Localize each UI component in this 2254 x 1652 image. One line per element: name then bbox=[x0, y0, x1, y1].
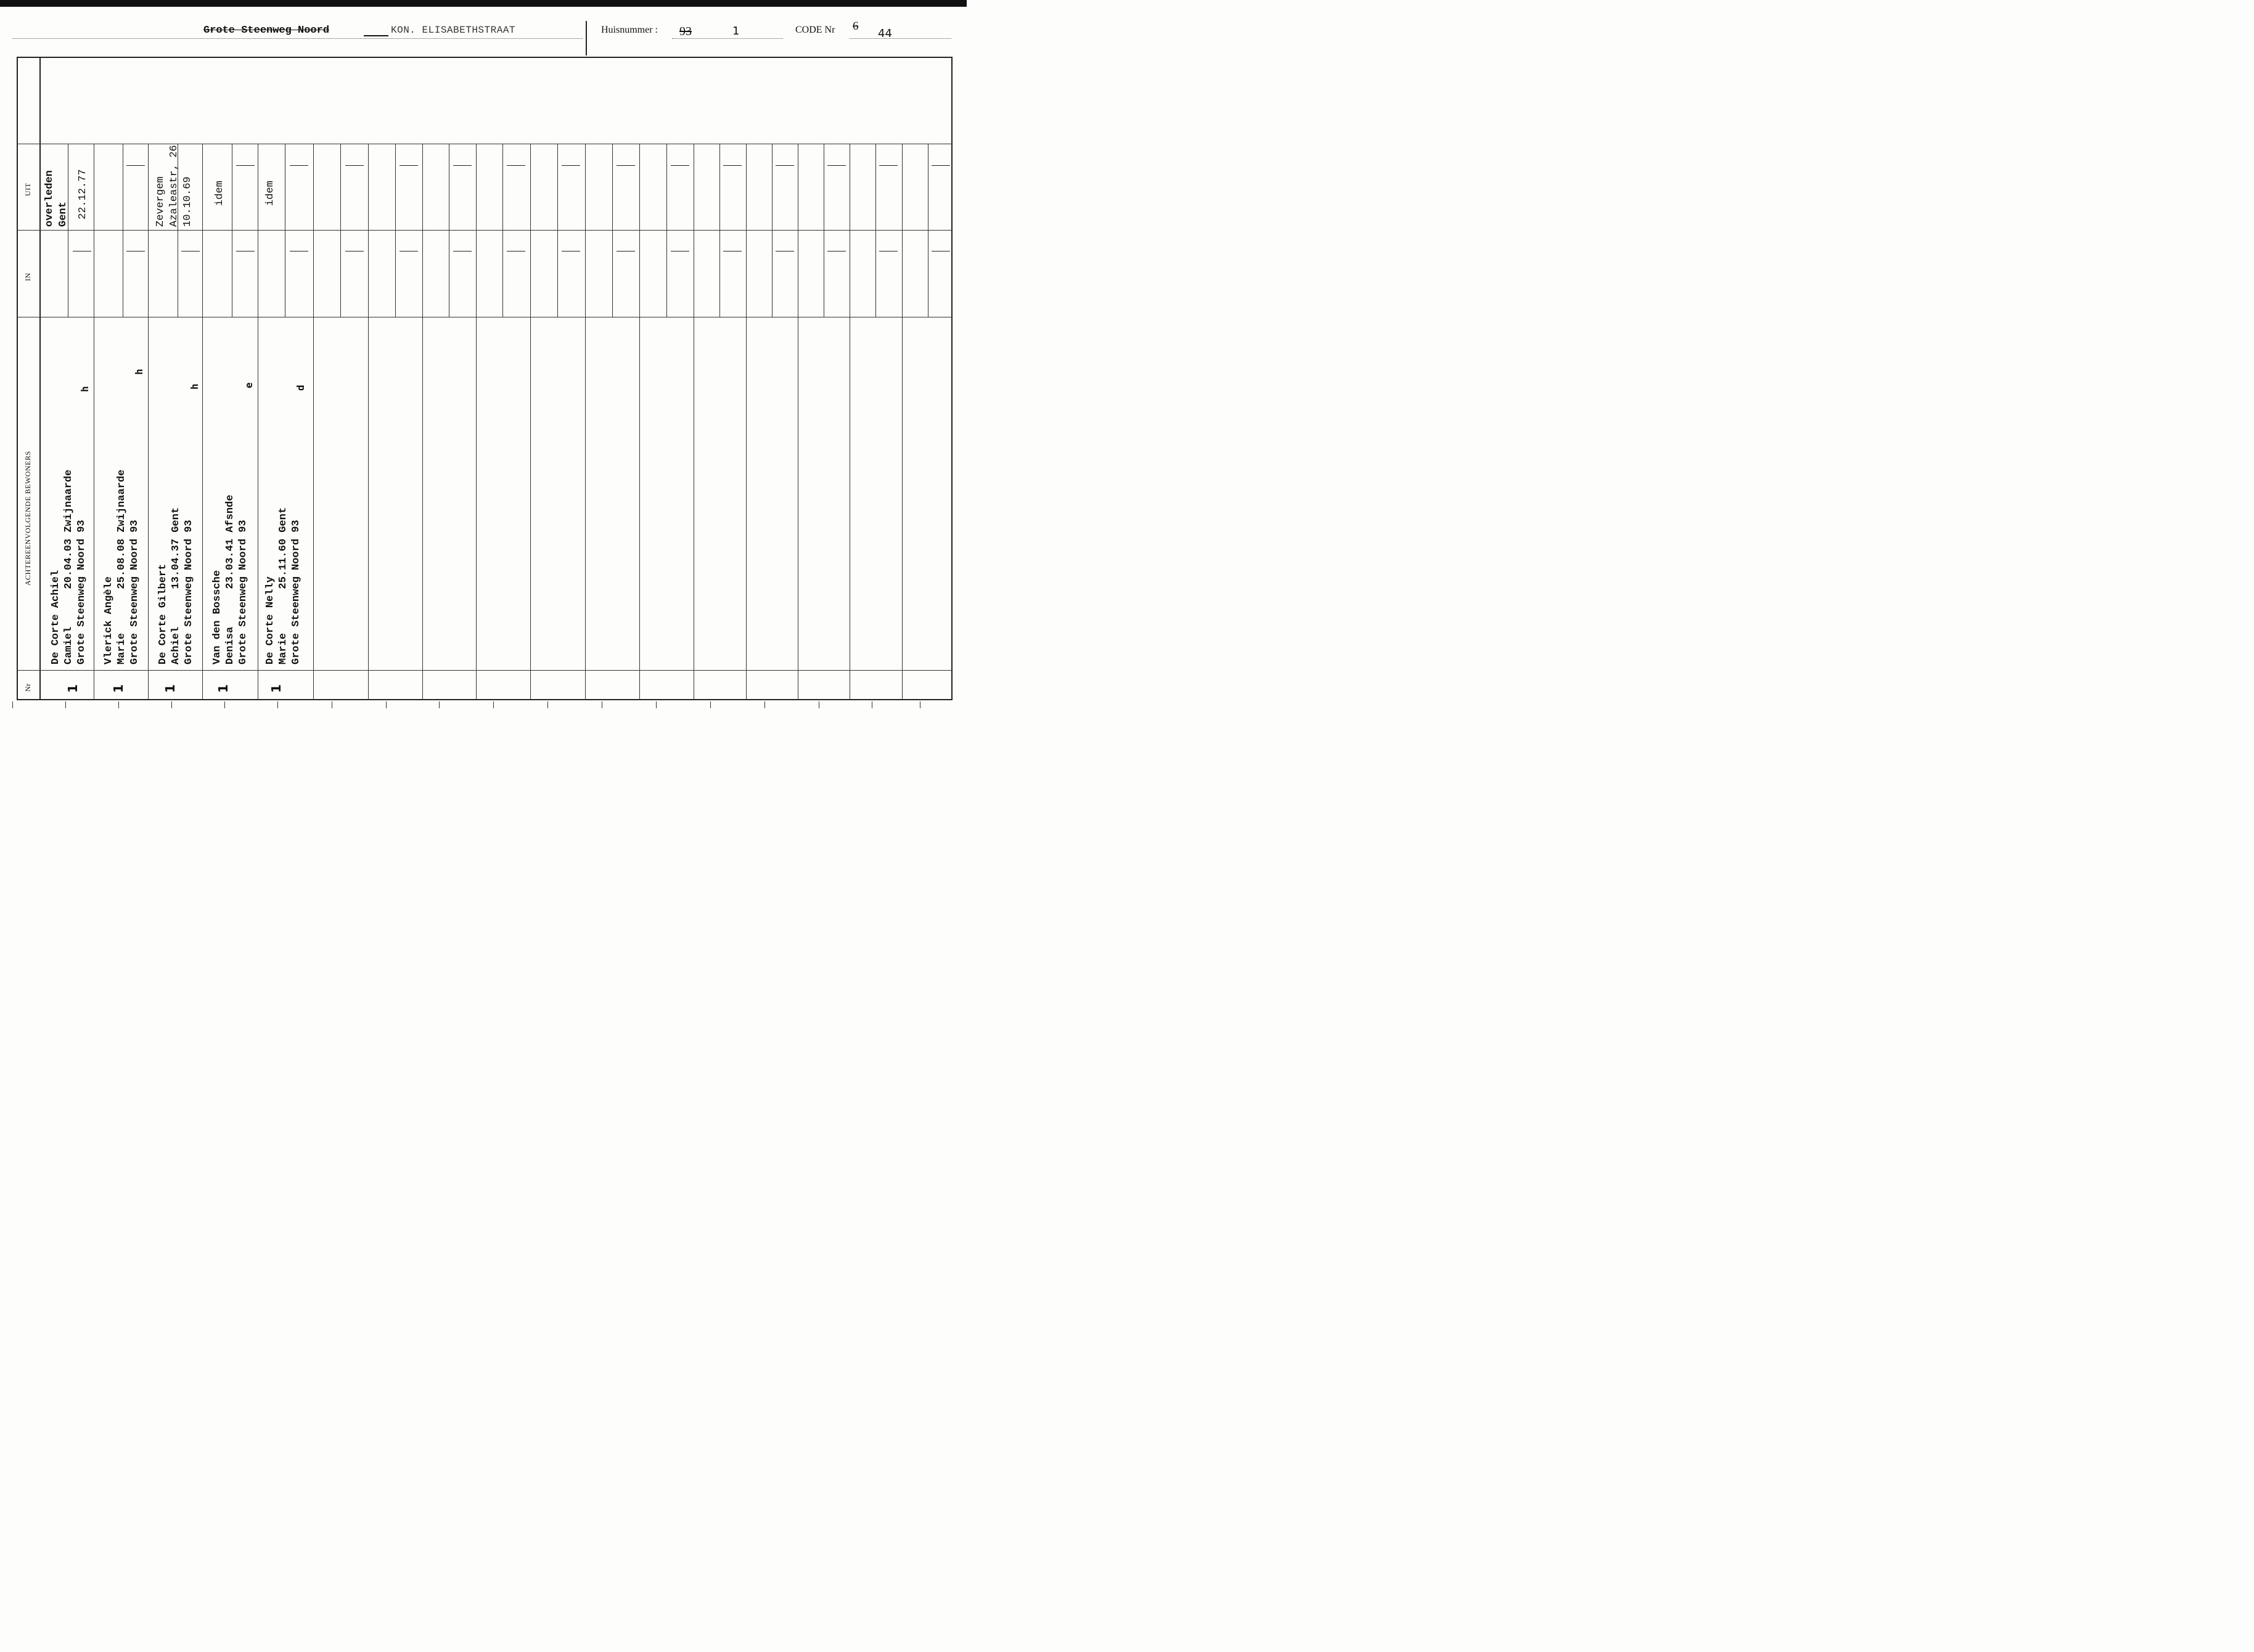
sub-column-line bbox=[502, 144, 503, 317]
street-strike bbox=[364, 35, 388, 36]
empty-dash bbox=[671, 165, 689, 166]
sub-column-line bbox=[875, 144, 876, 317]
resident-note: d bbox=[295, 385, 306, 391]
empty-dash bbox=[507, 165, 525, 166]
empty-dash bbox=[562, 165, 580, 166]
empty-dash bbox=[932, 165, 950, 166]
bottom-tick bbox=[224, 701, 225, 708]
street-dotted-line bbox=[12, 38, 583, 39]
column-line bbox=[368, 144, 369, 700]
row-line-bewoners-nr bbox=[17, 670, 953, 671]
empty-dash bbox=[400, 165, 418, 166]
resident-note: h bbox=[189, 383, 200, 390]
bottom-tick bbox=[65, 701, 66, 708]
column-line bbox=[530, 144, 531, 700]
huisnummer-label: Huisnummer : bbox=[601, 25, 658, 35]
resident-entry bbox=[49, 470, 88, 664]
resident-address: Grote Steenweg Noord 93 bbox=[129, 520, 141, 664]
bottom-tick bbox=[386, 701, 387, 708]
empty-dash bbox=[827, 165, 846, 166]
bottom-tick bbox=[764, 701, 765, 708]
resident-entry bbox=[102, 470, 141, 664]
resident-name: De Corte Nelly bbox=[264, 576, 276, 664]
uit-note: idem bbox=[264, 181, 276, 206]
sub-column-line bbox=[666, 144, 667, 317]
column-line bbox=[746, 144, 747, 700]
uit-note: overleden Gent bbox=[44, 170, 69, 227]
bottom-tick bbox=[12, 701, 13, 708]
section-label-bewoners: ACHTEREENVOLGENDE BEWONERS bbox=[23, 451, 32, 586]
resident-note: h bbox=[79, 386, 91, 392]
column-line bbox=[902, 144, 903, 700]
uit-note: Zevergem Azaleastr, 26 10.10.69 bbox=[155, 145, 194, 227]
huisnummer-old: 93 bbox=[679, 25, 692, 38]
bottom-tick bbox=[710, 701, 711, 708]
sub-column-line bbox=[557, 144, 558, 317]
resident-entry bbox=[264, 507, 303, 664]
resident-birth: Marie 25.11.60 Gent bbox=[277, 507, 289, 664]
sub-column-line bbox=[340, 144, 341, 317]
code-new: 44 bbox=[878, 27, 892, 40]
resident-birth: Marie 25.08.08 Zwijnaarde bbox=[116, 469, 128, 664]
resident-birth: Denisa 23.03.41 Afsnde bbox=[224, 494, 236, 664]
row-line-uit-in bbox=[17, 230, 953, 231]
empty-dash bbox=[236, 165, 255, 166]
street-name-old: Grote Steenweg Noord bbox=[203, 25, 330, 36]
top-border bbox=[0, 0, 967, 7]
bottom-tick bbox=[547, 701, 548, 708]
code-label: CODE Nr bbox=[795, 25, 835, 35]
empty-dash bbox=[617, 165, 635, 166]
code-old: 6 bbox=[853, 20, 859, 33]
empty-dash bbox=[723, 165, 742, 166]
column-line bbox=[422, 144, 423, 700]
empty-dash bbox=[453, 165, 472, 166]
empty-dash bbox=[776, 165, 794, 166]
column-line bbox=[313, 144, 314, 700]
resident-entry bbox=[211, 495, 250, 664]
resident-address: Grote Steenweg Noord 93 bbox=[237, 520, 249, 664]
resident-entry bbox=[157, 507, 195, 664]
bottom-tick bbox=[277, 701, 278, 708]
bottom-tick bbox=[118, 701, 119, 708]
huisnummer-new: 1 bbox=[732, 25, 740, 38]
section-label-uit: UIT bbox=[23, 182, 32, 196]
empty-dash bbox=[345, 165, 364, 166]
resident-note: h bbox=[133, 369, 145, 375]
resident-nr: 1 bbox=[163, 684, 178, 693]
resident-nr: 1 bbox=[216, 684, 231, 693]
section-label-in: IN bbox=[23, 272, 32, 281]
code-dotted-line bbox=[850, 38, 951, 39]
bottom-tick bbox=[656, 701, 657, 708]
resident-name: Van den Bossche bbox=[211, 570, 223, 664]
resident-address: Grote Steenweg Noord 93 bbox=[183, 520, 195, 664]
column-line bbox=[476, 144, 477, 700]
bottom-tick bbox=[493, 701, 494, 708]
resident-name: De Corte Gilbert bbox=[157, 563, 169, 664]
column-line bbox=[148, 144, 149, 700]
resident-name: De Corte Achiel bbox=[50, 570, 62, 664]
column-line bbox=[639, 144, 640, 700]
bottom-tick bbox=[171, 701, 172, 708]
resident-name: Vlerick Angèle bbox=[103, 576, 115, 664]
uit-note: idem bbox=[214, 181, 226, 206]
street-name-new: KON. ELISABETHSTRAAT bbox=[391, 25, 516, 36]
column-line bbox=[585, 144, 586, 700]
resident-nr: 1 bbox=[111, 684, 126, 693]
resident-birth: Achiel 13.04.37 Gent bbox=[170, 507, 182, 664]
resident-nr: 1 bbox=[269, 684, 284, 693]
sub-column-line bbox=[719, 144, 720, 317]
resident-nr: 1 bbox=[65, 684, 80, 693]
bottom-tick bbox=[439, 701, 440, 708]
label-column-divider bbox=[39, 57, 41, 700]
header-separator bbox=[586, 21, 587, 55]
resident-note: e bbox=[243, 382, 255, 388]
sub-column-line bbox=[612, 144, 613, 317]
empty-dash bbox=[126, 165, 145, 166]
column-line bbox=[202, 144, 203, 700]
sub-column-line bbox=[772, 144, 773, 317]
empty-dash bbox=[879, 165, 898, 166]
sub-column-line bbox=[395, 144, 396, 317]
uit-date: 22.12.77 bbox=[77, 169, 89, 219]
empty-dash bbox=[290, 165, 308, 166]
resident-birth: Camiel 20.04.03 Zwijnaarde bbox=[63, 469, 75, 664]
resident-address: Grote Steenweg Noord 93 bbox=[76, 520, 88, 664]
resident-address: Grote Steenweg Noord 93 bbox=[290, 520, 302, 664]
section-label-nr: Nr bbox=[23, 683, 32, 692]
